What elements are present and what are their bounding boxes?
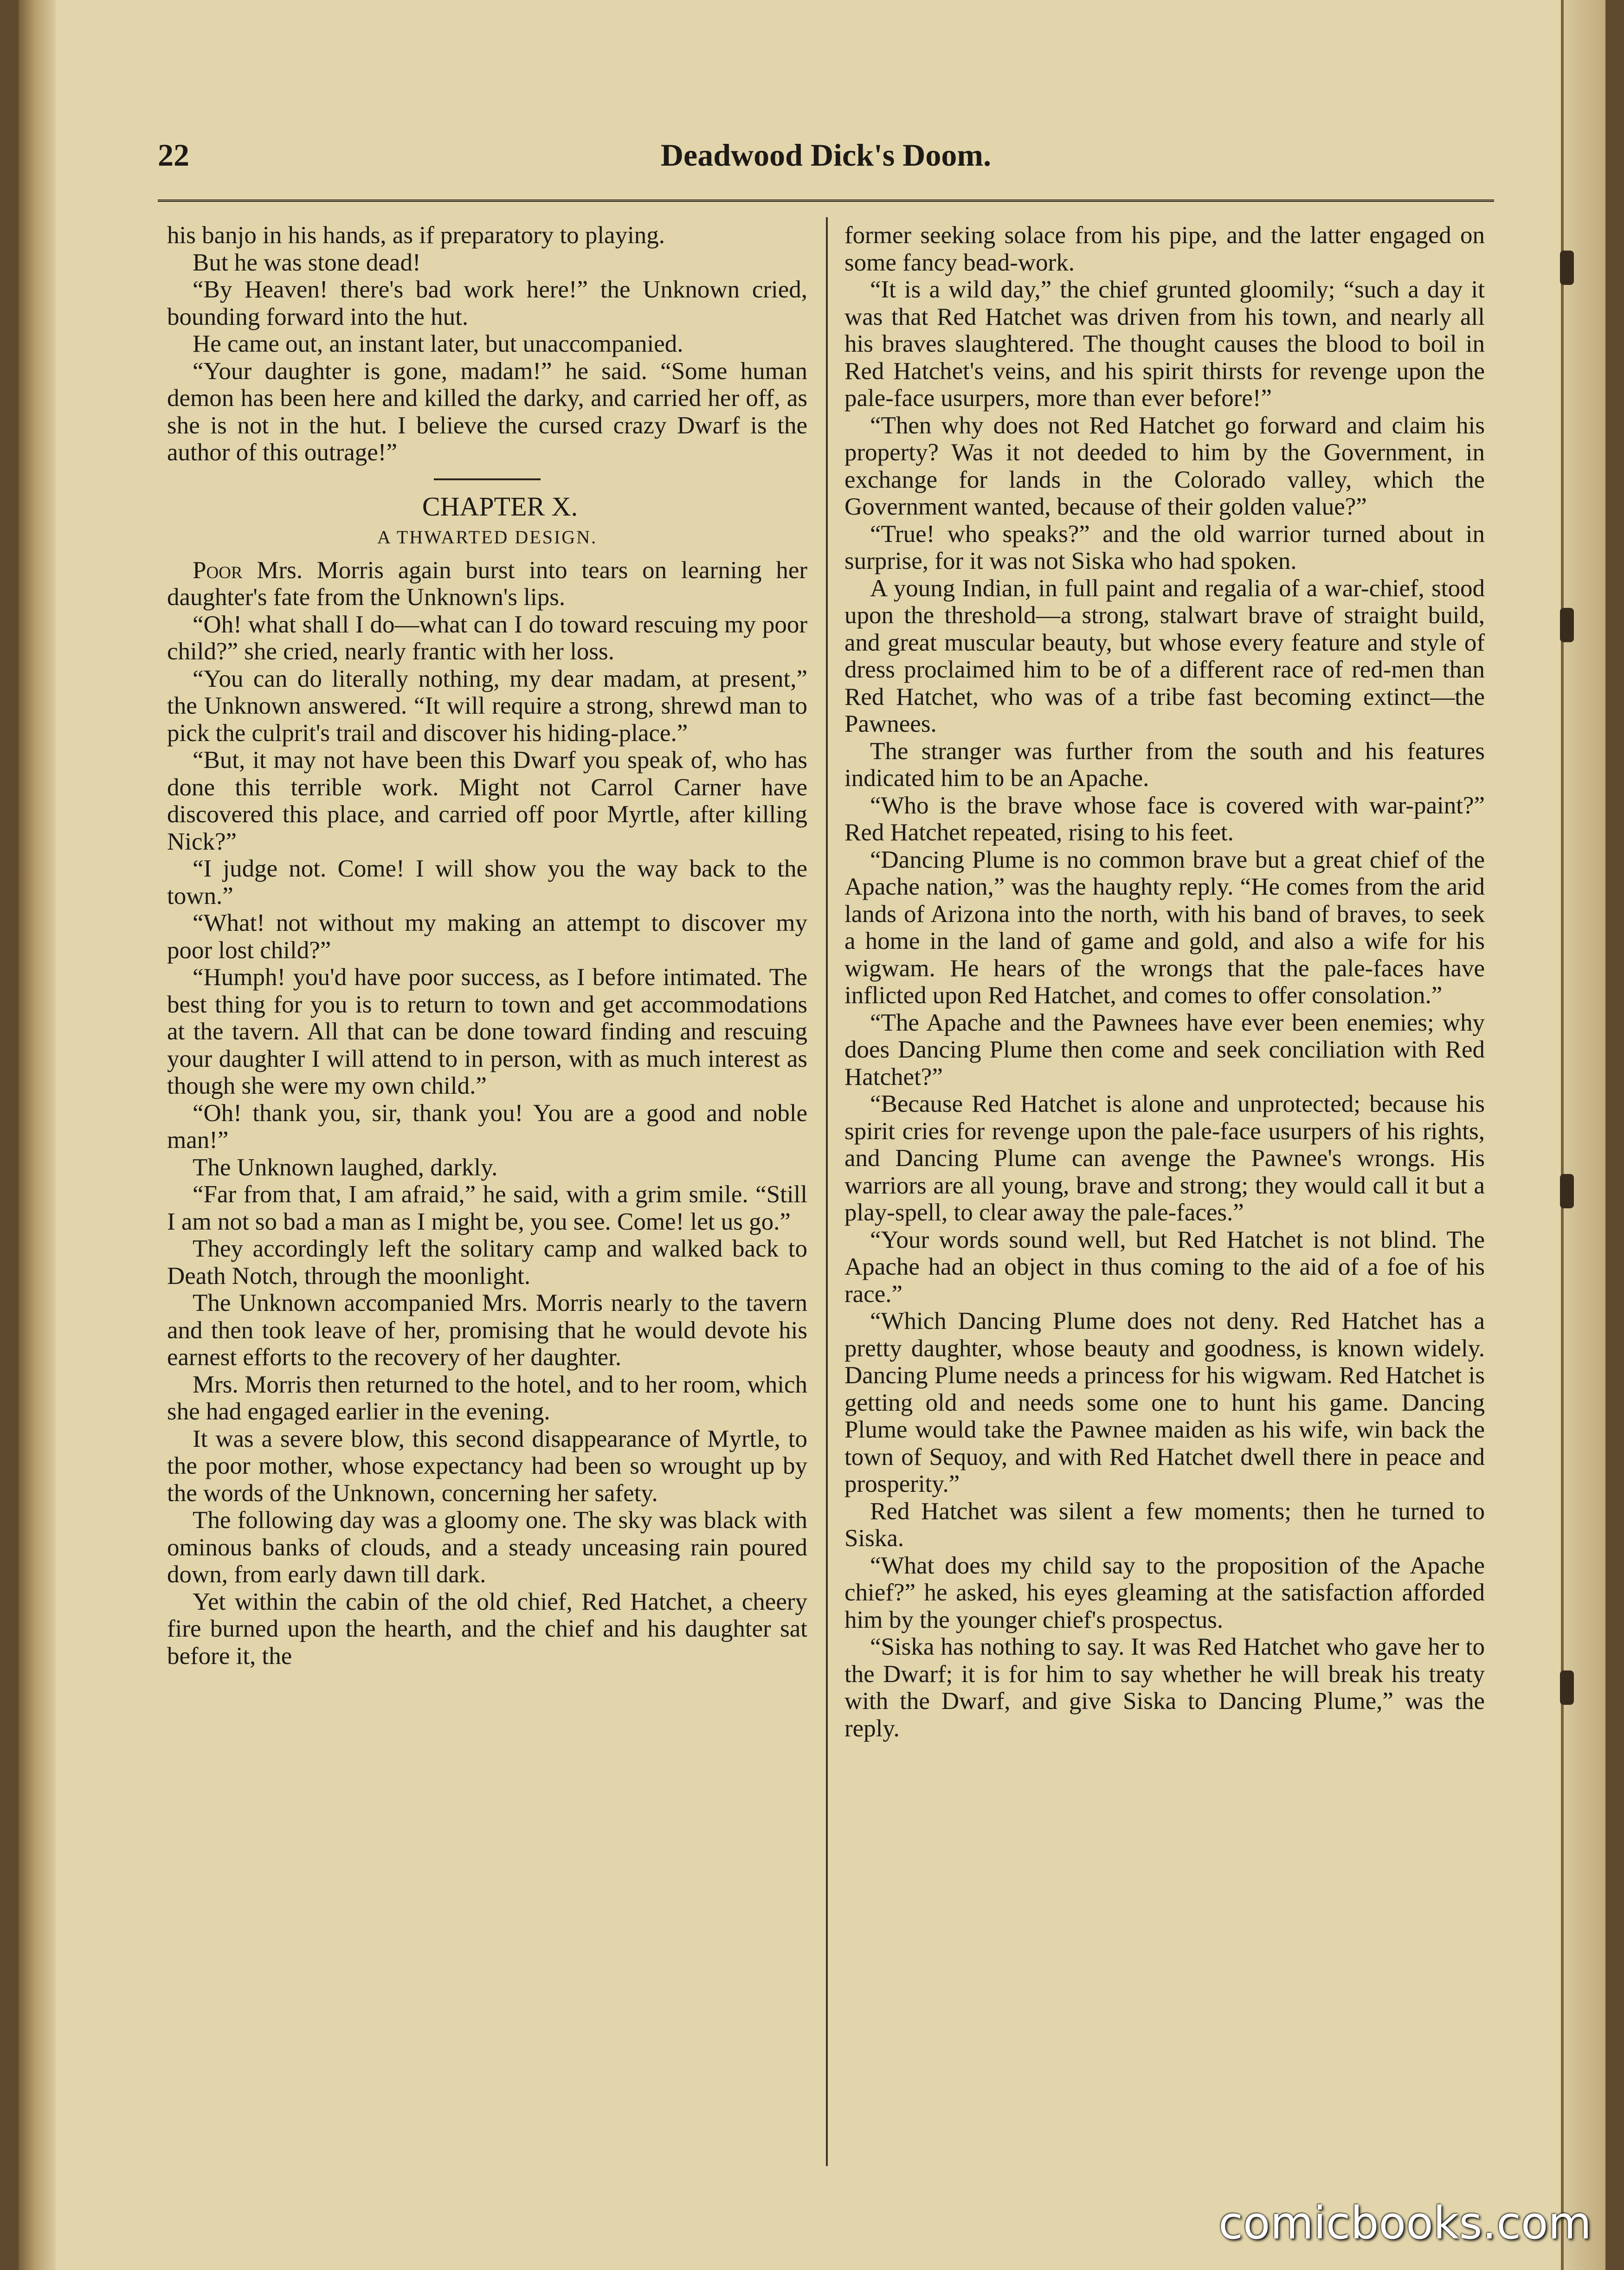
paragraph: The following day was a gloomy one. The sky was black with ominous banks of clouds, and a steady unceasing rain poured down, from early dawn till dark.	[167, 1507, 807, 1588]
paragraph: “What! not without my making an attempt to discover my poor lost child?”	[167, 909, 807, 964]
drop-word: Poor	[193, 556, 243, 584]
paragraph: It was a severe blow, this second disappearance of Myrtle, to the poor mother, whose expectancy had been so wrought up by the words of the Unknown, concerning her safety.	[167, 1425, 807, 1507]
book-page	[19, 0, 1605, 2270]
paragraph: “Humph! you'd have poor success, as I before intimated. The best thing for you is to return to town and get accommodations at the tavern. All that can be done toward finding and rescuing your daughter I will attend to in person, with as much interest as though she were my own child.”	[167, 964, 807, 1099]
paragraph: Yet within the cabin of the old chief, Red Hatchet, a cheery fire burned upon the hearth, and the chief and his daughter sat before it, the	[167, 1588, 807, 1670]
column-divider	[826, 217, 828, 2166]
paragraph: “You can do literally nothing, my dear madam, at present,” the Unknown answered. “It will require a strong, shrewd man to pick the culprit's trail and discover his hiding-place.”	[167, 665, 807, 747]
paragraph: “Which Dancing Plume does not deny. Red Hatchet has a pretty daughter, whose beauty and goodness, is known widely. Dancing Plume needs a princess for his wigwam. Red Hatchet is getting old and needs some one to hunt his game. Dancing Plume would take the Pawnee maiden as his wife, win back the town of Sequoy, and with Red Hatchet dwell there in peace and prosperity.”	[844, 1308, 1485, 1497]
paragraph: “It is a wild day,” the chief grunted gloomily; “such a day it was that Red Hatchet was driven from his town, and nearly all his braves slaughtered. The thought causes the blood to boil in Red Hatchet's veins, and his spirit thirsts for revenge upon the pale-face usurpers, more than ever before!”	[844, 276, 1485, 412]
chapter-divider	[434, 478, 541, 480]
binding-staple	[1560, 1174, 1574, 1208]
paragraph: A young Indian, in full paint and regalia of a war-chief, stood upon the threshold—a strong, stalwart brave of straight build, and great muscular beauty, but whose every feature and style of dress proclaimed him to be of a different race of red-men than Red Hatchet, who was of a tribe fast becoming extinct—the Pawnees.	[844, 574, 1485, 737]
paragraph: “The Apache and the Pawnees have ever been enemies; why does Dancing Plume then come and seek conciliation with Red Hatchet?”	[844, 1009, 1485, 1090]
page-right-edge	[1561, 0, 1605, 2270]
paragraph: They accordingly left the solitary camp and walked back to Death Notch, through the moonlight.	[167, 1235, 807, 1290]
paragraph: “By Heaven! there's bad work here!” the Unknown cried, bounding forward into the hut.	[167, 276, 807, 330]
text-column-right	[844, 222, 1485, 2171]
paragraph: “True! who speaks?” and the old warrior turned about in surprise, for it was not Siska who had spoken.	[844, 520, 1485, 574]
paragraph: “Siska has nothing to say. It was Red Hatchet who gave her to the Dwarf; it is for him to say whether he will break his treaty with the Dwarf, and give Siska to Dancing Plume,” was the reply.	[844, 1633, 1485, 1742]
paragraph-text: Mrs. Morris again burst into tears on learning her daughter's fate from the Unknown's lips.	[167, 556, 807, 611]
paragraph: Mrs. Morris then returned to the hotel, and to her room, which she had engaged earlier in the evening.	[167, 1371, 807, 1425]
paragraph: He came out, an instant later, but unaccompanied.	[193, 330, 683, 357]
paragraph: “Oh! thank you, sir, thank you! You are a good and noble man!”	[167, 1099, 807, 1154]
paragraph: The stranger was further from the south and his features indicated him to be an Apache.	[844, 737, 1485, 792]
paragraph: “Then why does not Red Hatchet go forward and claim his property? Was it not deeded to him by the Government, in exchange for lands in the Colorado valley, which the Government wanted, because of their golden value?”	[844, 412, 1485, 520]
paragraph: The Unknown accompanied Mrs. Morris nearly to the tavern and then took leave of her, promising that he would devote his earnest efforts to the recovery of her daughter.	[167, 1290, 807, 1371]
chapter-heading: CHAPTER X.	[422, 491, 578, 522]
paragraph: “I judge not. Come! I will show you the way back to the town.”	[167, 855, 807, 909]
page-number: 22	[158, 137, 189, 173]
paragraph: “But, it may not have been this Dwarf you speak of, who has done this terrible work. Might not Carrol Carner have discovered this place, and carried off poor Myrtle, after killing Nick?”	[167, 747, 807, 855]
binding-staple	[1560, 1670, 1574, 1705]
paragraph: “What does my child say to the proposition of the Apache chief?” he asked, his eyes gleaming at the satisfaction afforded him by the younger chief's prospectus.	[844, 1552, 1485, 1633]
binding-staple	[1560, 251, 1574, 285]
page-header	[158, 137, 1494, 197]
paragraph: “Because Red Hatchet is alone and unprotected; because his spirit cries for revenge upon the pale-face usurpers of his rights, and Dancing Plume can avenge the Pawnee's wrongs. His warriors are all young, brave and strong; they would call it but a play-spell, to clear away the pale-faces.”	[844, 1090, 1485, 1226]
binding-staple	[1560, 608, 1574, 642]
site-watermark: comicbooks.com	[1218, 2197, 1592, 2249]
paragraph: “Your words sound well, but Red Hatchet is not blind. The Apache had an object in thus coming to the aid of a foe of his race.”	[844, 1226, 1485, 1308]
paragraph: The Unknown laughed, darkly.	[193, 1154, 498, 1181]
paragraph: Red Hatchet was silent a few moments; then he turned to Siska.	[844, 1497, 1485, 1552]
paragraph: “Your daughter is gone, madam!” he said. “Some human demon has been here and killed the darky, and carried her off, as she is not in the hut. I believe the cursed crazy Dwarf is the author of this outrage!”	[167, 357, 807, 466]
paragraph: “Dancing Plume is no common brave but a great chief of the Apache nation,” was the haughty reply. “He comes from the arid lands of Arizona into the north, with his band of braves, to seek a home in the land of game and gold, and also a wife for his wigwam. He hears of the wrongs that the pale-faces have inflicted upon Red Hatchet, and comes to offer consolation.”	[844, 846, 1485, 1009]
page-binding-edge	[19, 0, 56, 2270]
paragraph: “Oh! what shall I do—what can I do toward rescuing my poor child?” she cried, nearly frantic with her loss.	[167, 611, 807, 665]
running-title: Deadwood Dick's Doom.	[660, 137, 992, 173]
chapter-opening-paragraph	[167, 557, 807, 611]
chapter-subtitle: A THWARTED DESIGN.	[377, 527, 598, 548]
paragraph: “Who is the brave whose face is covered with war-paint?” Red Hatchet repeated, rising to his feet.	[844, 792, 1485, 846]
paragraph: But he was stone dead!	[193, 249, 421, 276]
paragraph: “Far from that, I am afraid,” he said, with a grim smile. “Still I am not so bad a man as I might be, you see. Come! let us go.”	[167, 1181, 807, 1235]
paragraph: his banjo in his hands, as if preparatory to playing.	[167, 222, 665, 249]
paragraph: former seeking solace from his pipe, and the latter engaged on some fancy bead-work.	[844, 222, 1485, 276]
header-rule	[158, 200, 1494, 202]
text-column-left	[167, 222, 807, 2171]
